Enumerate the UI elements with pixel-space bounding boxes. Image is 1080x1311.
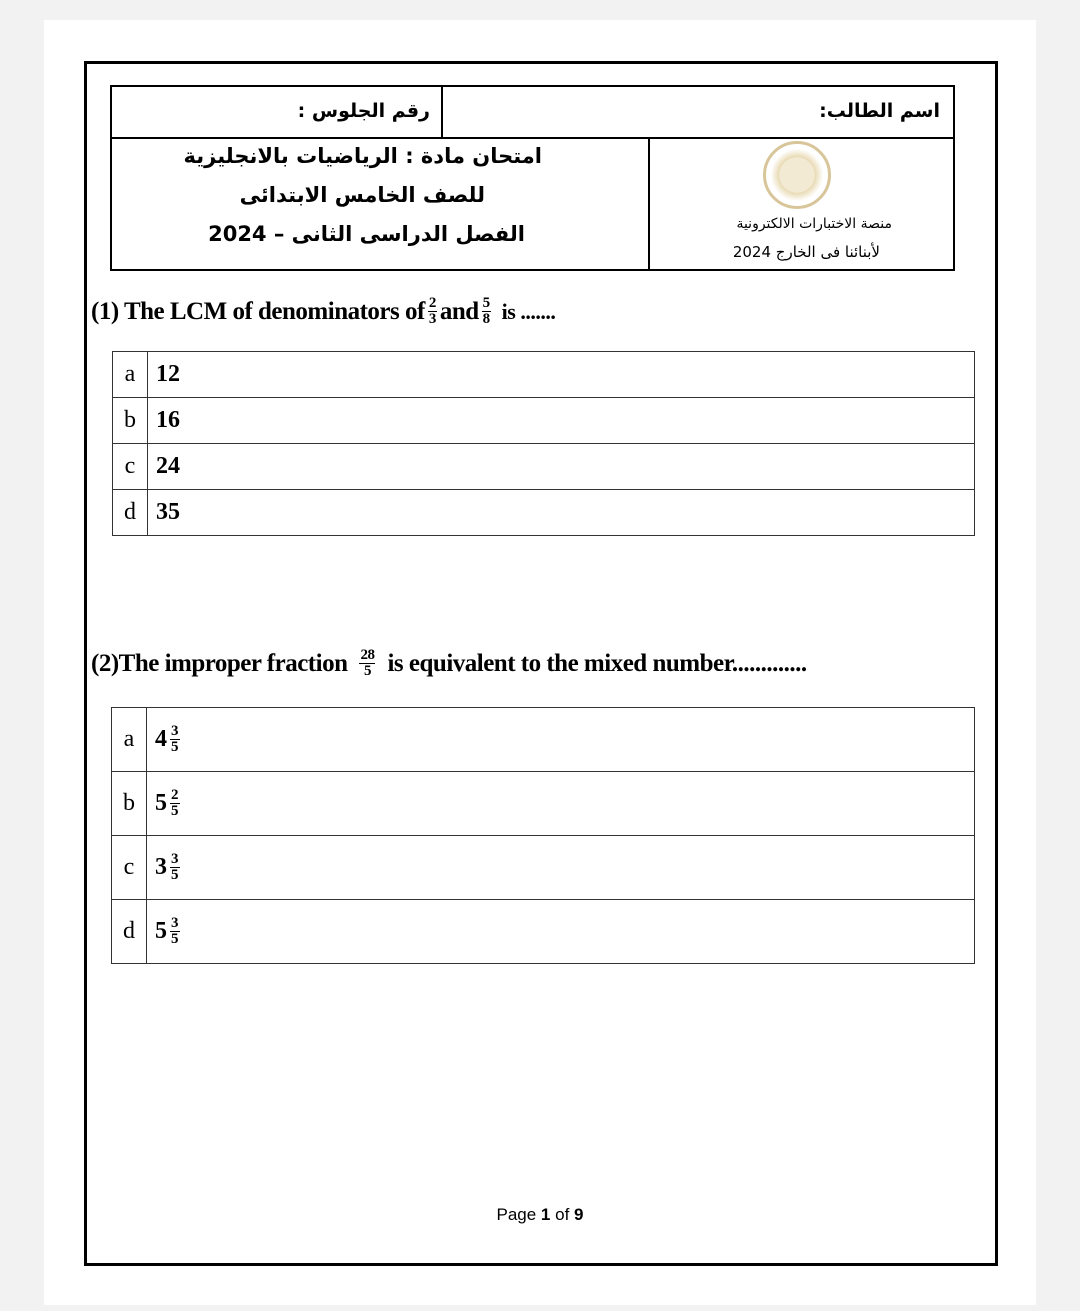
question-2-options (111, 707, 975, 964)
option-a[interactable]: a 12 (113, 352, 975, 398)
question-1 (91, 296, 555, 327)
option-b[interactable]: b 5 $\frac{2}{5}$ (112, 772, 975, 836)
student-name-label: اسم الطالب: (819, 100, 940, 122)
question-1-text: (1) The LCM of denominators of (91, 297, 425, 325)
question-2-suffix: is equivalent to the mixed number............. (387, 649, 807, 677)
fraction: $\frac{28}{5}$ (360, 647, 375, 679)
fraction: $\frac{5}{8}$ (482, 295, 490, 327)
question-2-text: (2)The improper fraction (91, 649, 348, 677)
page-number: Page 1 of 9 (496, 1205, 584, 1224)
question-2 (91, 648, 807, 679)
question-1-and: and (439, 297, 479, 325)
question-1-suffix: is ....... (501, 298, 556, 324)
question-1-options (112, 351, 975, 536)
seat-number-label: رقم الجلوس : (297, 100, 430, 122)
fraction: $\frac{2}{3}$ (428, 295, 436, 327)
exam-grade: للصف الخامس الابتدائى (239, 183, 485, 207)
exam-term: الفصل الدراسى الثانى – 2024 (208, 222, 525, 246)
option-d[interactable]: d 35 (113, 490, 975, 536)
option-c[interactable]: c 3 $\frac{3}{5}$ (112, 836, 975, 900)
option-c[interactable]: c 24 (113, 444, 975, 490)
platform-name: منصة الاختبارات الالكترونية (736, 216, 892, 232)
exam-subject: امتحان مادة : الرياضيات بالانجليزية (183, 144, 542, 168)
option-a[interactable]: a 4 $\frac{3}{5}$ (112, 708, 975, 772)
platform-subtitle: لأبنائنا فى الخارج 2024 (732, 243, 880, 261)
ministry-seal-logo (763, 141, 831, 209)
option-b[interactable]: b 16 (113, 398, 975, 444)
option-d[interactable]: d 5 $\frac{3}{5}$ (112, 900, 975, 964)
